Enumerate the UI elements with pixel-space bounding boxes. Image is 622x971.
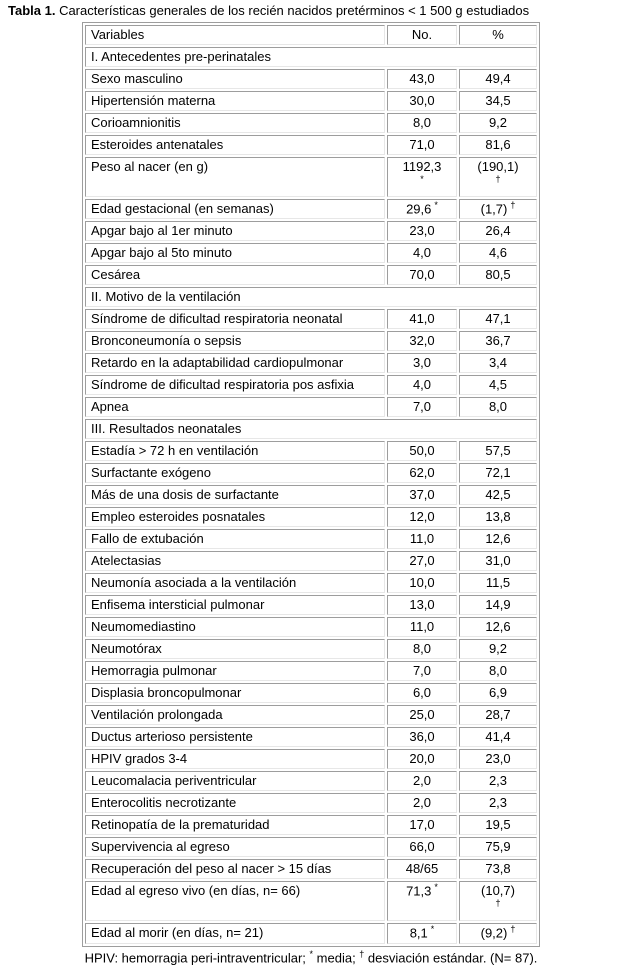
variable-cell: Corioamnionitis <box>85 113 385 133</box>
pct-cell: 19,5 <box>459 815 537 835</box>
variable-cell: Edad gestacional (en semanas) <box>85 199 385 219</box>
table-row <box>85 441 537 461</box>
footnote-marker: * <box>420 174 424 184</box>
pct-cell: 75,9 <box>459 837 537 857</box>
no-cell: 23,0 <box>387 221 457 241</box>
pct-cell: 9,2 <box>459 113 537 133</box>
table-row <box>85 157 537 197</box>
footnote-marker: † <box>510 200 516 210</box>
no-cell: 6,0 <box>387 683 457 703</box>
no-cell: 12,0 <box>387 507 457 527</box>
no-cell: 70,0 <box>387 265 457 285</box>
table-row <box>85 243 537 263</box>
table-row <box>85 485 537 505</box>
pct-cell: 12,6 <box>459 617 537 637</box>
no-cell: 3,0 <box>387 353 457 373</box>
variable-cell: Bronconeumonía o sepsis <box>85 331 385 351</box>
section-label: II. Motivo de la ventilación <box>85 287 537 307</box>
no-cell: 20,0 <box>387 749 457 769</box>
footnote <box>0 950 622 966</box>
footnote-marker-mean: * <box>309 948 314 959</box>
variable-cell: Estadía > 72 h en ventilación <box>85 441 385 461</box>
no-cell: 25,0 <box>387 705 457 725</box>
pct-cell: 57,5 <box>459 441 537 461</box>
table-row <box>85 815 537 835</box>
table-row <box>85 859 537 879</box>
table-row <box>85 837 537 857</box>
no-cell: 41,0 <box>387 309 457 329</box>
no-cell: 50,0 <box>387 441 457 461</box>
table-row <box>85 793 537 813</box>
variable-cell: Apgar bajo al 5to minuto <box>85 243 385 263</box>
table-row <box>85 881 537 921</box>
table-row <box>85 727 537 747</box>
variable-cell: Esteroides antenatales <box>85 135 385 155</box>
pct-cell: (1,7) † <box>459 199 537 219</box>
no-cell: 1192,3 * <box>387 157 457 197</box>
variable-cell: Enfisema intersticial pulmonar <box>85 595 385 615</box>
table-title <box>0 2 622 22</box>
no-cell: 8,0 <box>387 639 457 659</box>
no-cell: 7,0 <box>387 661 457 681</box>
pct-cell: 34,5 <box>459 91 537 111</box>
variable-cell: Ductus arterioso persistente <box>85 727 385 747</box>
pct-cell: 6,9 <box>459 683 537 703</box>
no-cell: 48/65 <box>387 859 457 879</box>
no-cell: 71,0 <box>387 135 457 155</box>
pct-cell: 8,0 <box>459 661 537 681</box>
no-cell: 43,0 <box>387 69 457 89</box>
data-table <box>82 22 540 947</box>
no-cell: 8,0 <box>387 113 457 133</box>
section-row <box>85 419 537 439</box>
footnote-text-3: desviación estándar. (N= 87). <box>364 949 538 965</box>
pct-cell: (9,2) † <box>459 923 537 943</box>
pct-cell: 31,0 <box>459 551 537 571</box>
table-row <box>85 199 537 219</box>
footnote-marker-sd: † <box>359 948 365 959</box>
table-row <box>85 375 537 395</box>
footnote-marker: * <box>434 200 438 210</box>
variable-cell: Más de una dosis de surfactante <box>85 485 385 505</box>
no-cell: 11,0 <box>387 529 457 549</box>
variable-cell: Leucomalacia periventricular <box>85 771 385 791</box>
header-pct: % <box>459 25 537 45</box>
pct-cell: 28,7 <box>459 705 537 725</box>
section-row <box>85 287 537 307</box>
no-cell: 7,0 <box>387 397 457 417</box>
section-label: I. Antecedentes pre-perinatales <box>85 47 537 67</box>
variable-cell: Retinopatía de la prematuridad <box>85 815 385 835</box>
table-row <box>85 397 537 417</box>
table-row <box>85 771 537 791</box>
table-row <box>85 463 537 483</box>
variable-cell: Peso al nacer (en g) <box>85 157 385 197</box>
variable-cell: Neumonía asociada a la ventilación <box>85 573 385 593</box>
footnote-marker: * <box>430 924 435 935</box>
footnote-text-2: media; <box>313 949 360 965</box>
pct-cell: 2,3 <box>459 771 537 791</box>
pct-cell: 3,4 <box>459 353 537 373</box>
pct-cell: 11,5 <box>459 573 537 593</box>
variable-cell: Sexo masculino <box>85 69 385 89</box>
table-row <box>85 661 537 681</box>
variable-cell: Enterocolitis necrotizante <box>85 793 385 813</box>
no-cell: 2,0 <box>387 793 457 813</box>
table-row <box>85 113 537 133</box>
variable-cell: Retardo en la adaptabilidad cardiopulmonar <box>85 353 385 373</box>
variable-cell: Atelectasias <box>85 551 385 571</box>
variable-cell: Apgar bajo al 1er minuto <box>85 221 385 241</box>
table-row <box>85 135 537 155</box>
pct-cell: 8,0 <box>459 397 537 417</box>
table-title-text: Características generales de los recién nacidos pretérminos < 1 500 g estudiados <box>55 3 530 18</box>
variable-cell: HPIV grados 3-4 <box>85 749 385 769</box>
footnote-marker: † <box>495 898 501 909</box>
table-row <box>85 617 537 637</box>
variable-cell: Síndrome de dificultad respiratoria neonatal <box>85 309 385 329</box>
variable-cell: Displasia broncopulmonar <box>85 683 385 703</box>
pct-cell: 9,2 <box>459 639 537 659</box>
pct-cell: 49,4 <box>459 69 537 89</box>
header-variables: Variables <box>85 25 385 45</box>
no-cell: 36,0 <box>387 727 457 747</box>
pct-cell: (10,7) † <box>459 881 537 921</box>
pct-cell: 41,4 <box>459 727 537 747</box>
no-cell: 71,3 * <box>387 881 457 921</box>
pct-cell: (190,1) † <box>459 157 537 197</box>
variable-cell: Neumomediastino <box>85 617 385 637</box>
pct-cell: 2,3 <box>459 793 537 813</box>
variable-cell: Hemorragia pulmonar <box>85 661 385 681</box>
pct-cell: 72,1 <box>459 463 537 483</box>
no-cell: 11,0 <box>387 617 457 637</box>
table-row <box>85 309 537 329</box>
no-cell: 13,0 <box>387 595 457 615</box>
header-row <box>85 25 537 45</box>
variable-cell: Recuperación del peso al nacer > 15 días <box>85 859 385 879</box>
table-row <box>85 507 537 527</box>
no-cell: 29,6 * <box>387 199 457 219</box>
no-cell: 4,0 <box>387 243 457 263</box>
no-cell: 37,0 <box>387 485 457 505</box>
no-cell: 32,0 <box>387 331 457 351</box>
pct-cell: 12,6 <box>459 529 537 549</box>
no-cell: 10,0 <box>387 573 457 593</box>
footnote-marker: † <box>510 924 516 935</box>
table-row <box>85 69 537 89</box>
table-row <box>85 705 537 725</box>
table-row <box>85 529 537 549</box>
no-cell: 17,0 <box>387 815 457 835</box>
footnote-text-1: HPIV: hemorragia peri-intraventricular; <box>84 949 310 965</box>
table-row <box>85 353 537 373</box>
no-cell: 62,0 <box>387 463 457 483</box>
table-row <box>85 551 537 571</box>
pct-cell: 80,5 <box>459 265 537 285</box>
variable-cell: Surfactante exógeno <box>85 463 385 483</box>
pct-cell: 36,7 <box>459 331 537 351</box>
table-row <box>85 639 537 659</box>
no-cell: 8,1 * <box>387 923 457 943</box>
pct-cell: 26,4 <box>459 221 537 241</box>
pct-cell: 4,6 <box>459 243 537 263</box>
table-row <box>85 923 537 943</box>
variable-cell: Ventilación prolongada <box>85 705 385 725</box>
no-cell: 4,0 <box>387 375 457 395</box>
table-row <box>85 573 537 593</box>
pct-cell: 13,8 <box>459 507 537 527</box>
table-row <box>85 91 537 111</box>
no-cell: 30,0 <box>387 91 457 111</box>
no-cell: 2,0 <box>387 771 457 791</box>
pct-cell: 42,5 <box>459 485 537 505</box>
no-cell: 27,0 <box>387 551 457 571</box>
variable-cell: Cesárea <box>85 265 385 285</box>
variable-cell: Síndrome de dificultad respiratoria pos asfixia <box>85 375 385 395</box>
variable-cell: Edad al morir (en días, n= 21) <box>85 923 385 943</box>
pct-cell: 81,6 <box>459 135 537 155</box>
footnote-marker: * <box>434 882 438 893</box>
variable-cell: Apnea <box>85 397 385 417</box>
pct-cell: 14,9 <box>459 595 537 615</box>
variable-cell: Supervivencia al egreso <box>85 837 385 857</box>
table-row <box>85 683 537 703</box>
table-row <box>85 221 537 241</box>
header-no: No. <box>387 25 457 45</box>
pct-cell: 4,5 <box>459 375 537 395</box>
pct-cell: 73,8 <box>459 859 537 879</box>
no-cell: 66,0 <box>387 837 457 857</box>
variable-cell: Neumotórax <box>85 639 385 659</box>
section-row <box>85 47 537 67</box>
table-title-label: Tabla 1. <box>8 3 56 18</box>
pct-cell: 47,1 <box>459 309 537 329</box>
pct-cell: 23,0 <box>459 749 537 769</box>
variable-cell: Hipertensión materna <box>85 91 385 111</box>
table-row <box>85 595 537 615</box>
table-body <box>85 47 537 944</box>
section-label: III. Resultados neonatales <box>85 419 537 439</box>
footnote-marker: † <box>495 174 501 184</box>
table-row <box>85 265 537 285</box>
variable-cell: Empleo esteroides posnatales <box>85 507 385 527</box>
table-row <box>85 749 537 769</box>
table-row <box>85 331 537 351</box>
variable-cell: Edad al egreso vivo (en días, n= 66) <box>85 881 385 921</box>
variable-cell: Fallo de extubación <box>85 529 385 549</box>
